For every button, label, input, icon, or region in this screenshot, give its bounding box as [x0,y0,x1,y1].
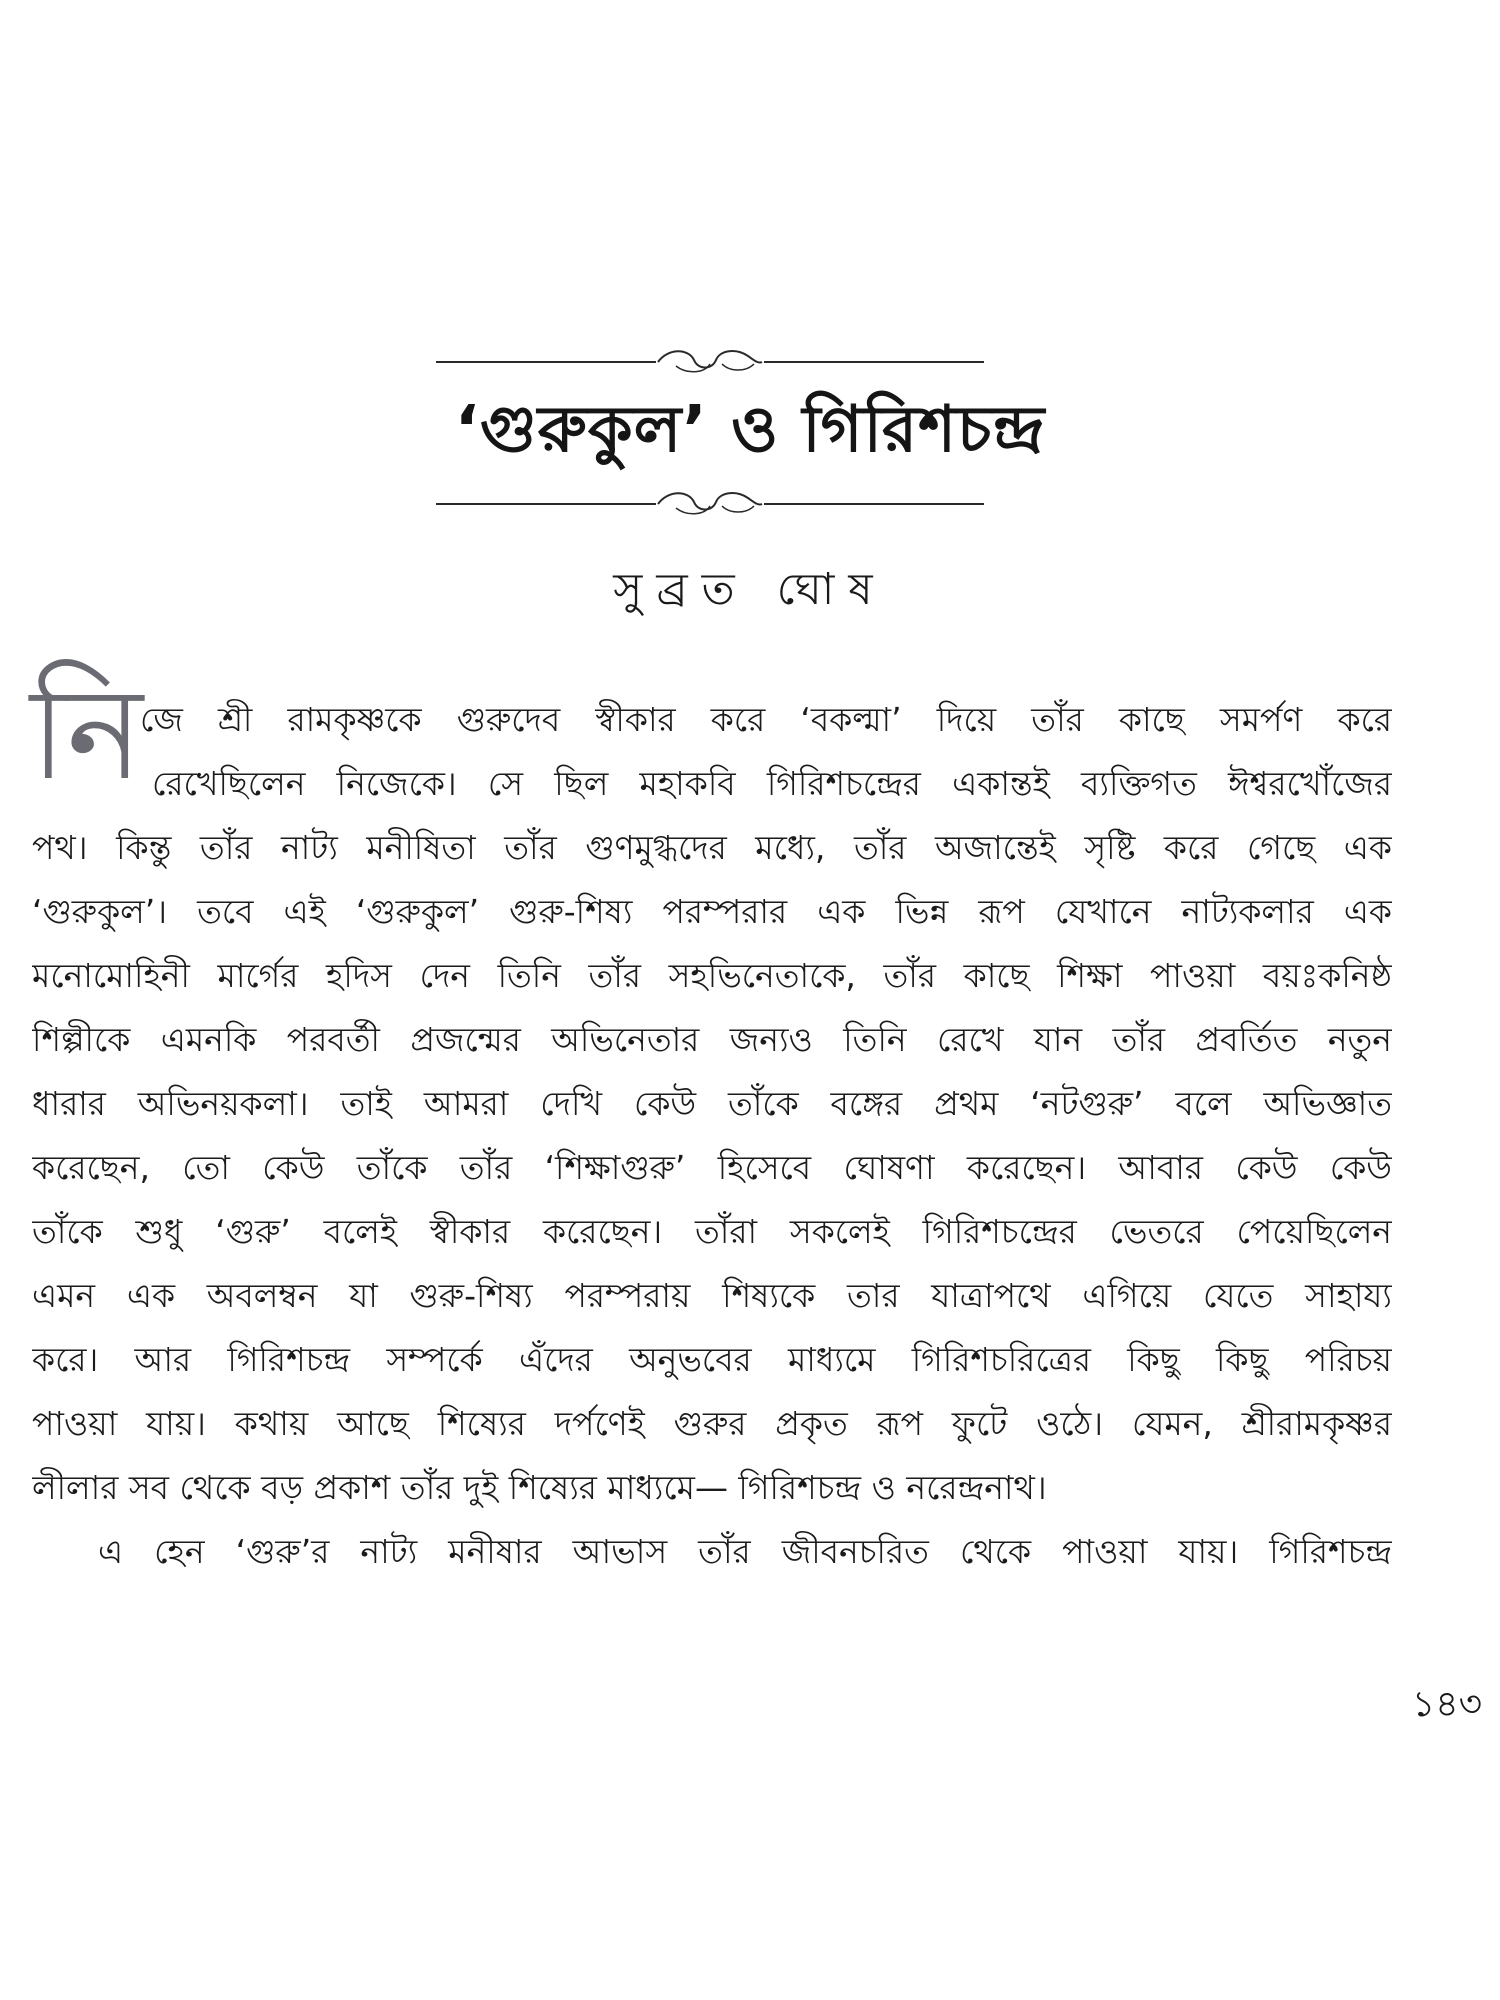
text-line: পাওয়া যায়। কথায় আছে শিষ্যের দর্পণেই গুরুর প্রকৃত রূপ ফুটে ওঠে। যেমন, শ্রীরামকৃষ্ণর [32,1404,1392,1443]
title-ornament-top [436,342,984,382]
text-line: পথ। কিন্তু তাঁর নাট্য মনীষিতা তাঁর গুণমুগ্ধদের মধ্যে, তাঁর অজান্তেই সৃষ্টি করে গেছে এক [32,828,1392,867]
text-line: ‘গুরুকুল’। তবে এই ‘গুরুকুল’ গুরু-শিষ্য পরম্পরার এক ভিন্ন রূপ যেখানে নাট্যকলার এক [32,892,1392,931]
text-line: রেখেছিলেন নিজেকে। সে ছিল মহাকবি গিরিশচন্দ্রের একান্তই ব্যক্তিগত ঈশ্বরখোঁজের [152,764,1392,803]
page-number: ১৪৩ [1411,1684,1482,1725]
drop-cap: নি [30,660,144,809]
text-line: মনোমোহিনী মার্গের হদিস দেন তিনি তাঁর সহভিনেতাকে, তাঁর কাছে শিক্ষা পাওয়া বয়ঃকনিষ্ঠ [32,956,1392,995]
text-line: ধারার অভিনয়কলা। তাই আমরা দেখি কেউ তাঁকে বঙ্গের প্রথম ‘নটগুরু’ বলে অভিজ্ঞাত [32,1084,1392,1123]
article-body [32,688,1392,1584]
text-line: তাঁকে শুধু ‘গুরু’ বলেই স্বীকার করেছেন। তাঁরা সকলেই গিরিশচন্দ্রের ভেতরে পেয়েছিলেন [32,1212,1392,1251]
text-line: জে শ্রী রামকৃষ্ণকে গুরুদেব স্বীকার করে ‘বকল্মা’ দিয়ে তাঁর কাছে সমর্পণ করে [140,700,1392,739]
text-line: লীলার সব থেকে বড় প্রকাশ তাঁর দুই শিষ্যের মাধ্যমে— গিরিশচন্দ্র ও নরেন্দ্রনাথ। [32,1468,1047,1507]
article-title: ‘গুরুকুল’ ও গিরিশচন্দ্র [454,393,1046,467]
text-line: শিল্পীকে এমনকি পরবর্তী প্রজন্মের অভিনেতার জন্যও তিনি রেখে যান তাঁর প্রবর্তিত নতুন [32,1020,1392,1059]
text-line: করেছেন, তো কেউ তাঁকে তাঁর ‘শিক্ষাগুরু’ হিসেবে ঘোষণা করেছেন। আবার কেউ কেউ [32,1148,1392,1187]
text-line: এমন এক অবলম্বন যা গুরু-শিষ্য পরম্পরায় শিষ্যকে তার যাত্রাপথে এগিয়ে যেতে সাহায্য [32,1276,1392,1315]
text-line: করে। আর গিরিশচন্দ্র সম্পর্কে এঁদের অনুভবের মাধ্যমে গিরিশচরিত্রের কিছু কিছু পরিচয় [32,1340,1392,1379]
title-ornament-bottom [436,484,984,524]
author-name: সুব্রত ঘোষ [613,564,887,615]
text-line: এ হেন ‘গুরু’র নাট্য মনীষার আভাস তাঁর জীবনচরিত থেকে পাওয়া যায়। গিরিশচন্দ্র [98,1532,1392,1571]
